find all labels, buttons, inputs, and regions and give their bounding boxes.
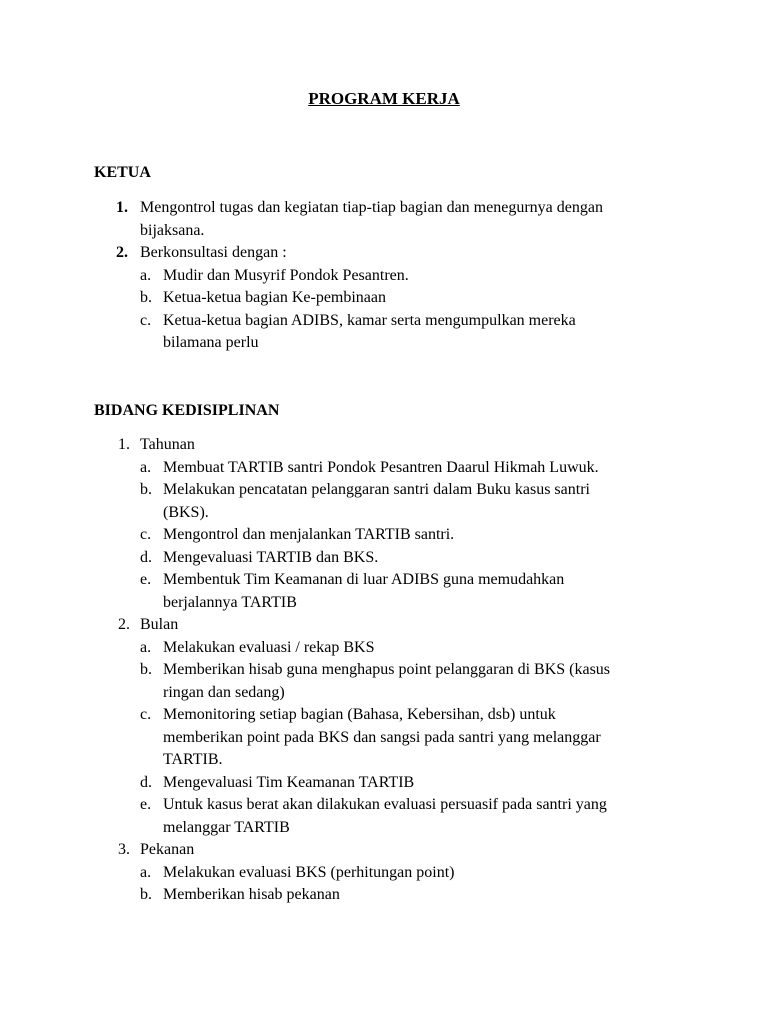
sub-list-item: [0, 592, 768, 615]
section-heading-kedisiplinan: BIDANG KEDISIPLINAN: [94, 402, 280, 419]
list-item-text: Pekanan: [140, 841, 195, 858]
sub-list-item-letter: c.: [140, 526, 152, 543]
sub-list-item: [0, 287, 768, 310]
sub-list-item-text: Memberikan hisab pekanan: [163, 886, 340, 903]
list-item-number: 1.: [116, 199, 128, 216]
sub-list-item: [0, 524, 768, 547]
sub-list-item-letter: e.: [140, 571, 152, 588]
sub-list-item: [0, 547, 768, 570]
sub-list-item: [0, 749, 768, 772]
sub-list-item-letter: c.: [140, 311, 152, 329]
sub-list-item: [0, 794, 768, 817]
page-title: PROGRAM KERJA: [308, 89, 460, 108]
sub-list-item-text: memberikan point pada BKS dan sangsi pada santri yang melanggar: [163, 728, 601, 746]
sub-list-item-text: Memonitoring setiap bagian (Bahasa, Kebersihan, dsb) untuk: [163, 706, 556, 723]
sub-list-item-letter: a.: [140, 266, 152, 284]
list-item-number: 1.: [118, 436, 130, 453]
list-item: [0, 839, 768, 862]
list-item-text: Bulan: [140, 616, 179, 633]
list-item-number: 2.: [116, 244, 128, 261]
sub-list-item-text: berjalannya TARTIB: [163, 593, 297, 611]
sub-list-item-letter: b.: [140, 661, 152, 678]
sub-list-item-letter: d.: [140, 548, 152, 566]
list-item-text: bijaksana.: [140, 221, 205, 239]
sub-list-item: [0, 479, 768, 502]
sub-list-item: [0, 772, 768, 795]
sub-list-item-letter: c.: [140, 706, 152, 723]
sub-list-item-text: (BKS).: [163, 503, 209, 521]
sub-list-item: [0, 332, 768, 355]
list-item-number: 3.: [118, 841, 130, 858]
sub-list-item: [0, 457, 768, 480]
sub-list-item-letter: b.: [140, 289, 152, 306]
list-item: [0, 614, 768, 637]
sub-list-item-text: ringan dan sedang): [163, 683, 285, 701]
sub-list-item-text: Membentuk Tim Keamanan di luar ADIBS guna memudahkan: [163, 571, 565, 588]
section-heading-ketua: KETUA: [94, 164, 151, 181]
sub-list-item-text: Mudir dan Musyrif Pondok Pesantren.: [163, 266, 409, 284]
ketua-list: [0, 197, 768, 355]
sub-list-item-text: Mengontrol dan menjalankan TARTIB santri.: [163, 526, 455, 543]
sub-list-item: [0, 817, 768, 840]
sub-list-item-text: Ketua-ketua bagian ADIBS, kamar serta mengumpulkan mereka: [163, 311, 576, 329]
sub-list-item: [0, 310, 768, 333]
sub-list-item: [0, 659, 768, 682]
sub-list-item-text: Membuat TARTIB santri Pondok Pesantren Daarul Hikmah Luwuk.: [163, 458, 599, 476]
list-item: [0, 242, 768, 265]
list-item-text: Mengontrol tugas dan kegiatan tiap-tiap bagian dan menegurnya dengan: [140, 199, 603, 216]
sub-list-item: [0, 265, 768, 288]
sub-list-item: [0, 682, 768, 705]
sub-list-item-letter: a.: [140, 863, 152, 881]
sub-list-item-text: Ketua-ketua bagian Ke-pembinaan: [163, 289, 387, 306]
sub-list-item-text: TARTIB.: [163, 751, 223, 768]
sub-list-item-letter: b.: [140, 481, 152, 498]
sub-list-item: [0, 862, 768, 885]
sub-list-item-letter: a.: [140, 638, 152, 656]
sub-list-item-text: Mengevaluasi Tim Keamanan TARTIB: [163, 773, 415, 791]
sub-list-item-text: melanggar TARTIB: [163, 818, 290, 836]
sub-list-item-text: Melakukan pencatatan pelanggaran santri dalam Buku kasus santri: [163, 481, 590, 498]
sub-list-item-text: Mengevaluasi TARTIB dan BKS.: [163, 548, 379, 566]
sub-list-item-text: Melakukan evaluasi BKS (perhitungan point): [163, 863, 455, 881]
list-item: [0, 220, 768, 243]
list-item: [0, 197, 768, 220]
sub-list-item-letter: b.: [140, 886, 152, 903]
sub-list-item: [0, 637, 768, 660]
kedisiplinan-list: [0, 434, 768, 907]
sub-list-item-letter: a.: [140, 458, 152, 476]
sub-list-item-letter: d.: [140, 773, 152, 791]
sub-list-item-letter: e.: [140, 796, 152, 813]
list-item-number: 2.: [118, 616, 130, 633]
sub-list-item-text: bilamana perlu: [163, 334, 259, 351]
sub-list-item-text: Memberikan hisab guna menghapus point pelanggaran di BKS (kasus: [163, 661, 611, 678]
sub-list-item: [0, 502, 768, 525]
sub-list-item-text: Melakukan evaluasi / rekap BKS: [163, 638, 375, 656]
sub-list-item: [0, 569, 768, 592]
sub-list-item-text: Untuk kasus berat akan dilakukan evaluasi persuasif pada santri yang: [163, 796, 607, 813]
list-item-text: Berkonsultasi dengan :: [140, 244, 287, 261]
sub-list-item: [0, 727, 768, 750]
list-item: [0, 434, 768, 457]
sub-list-item: [0, 704, 768, 727]
sub-list-item: [0, 884, 768, 907]
list-item-text: Tahunan: [140, 436, 195, 453]
